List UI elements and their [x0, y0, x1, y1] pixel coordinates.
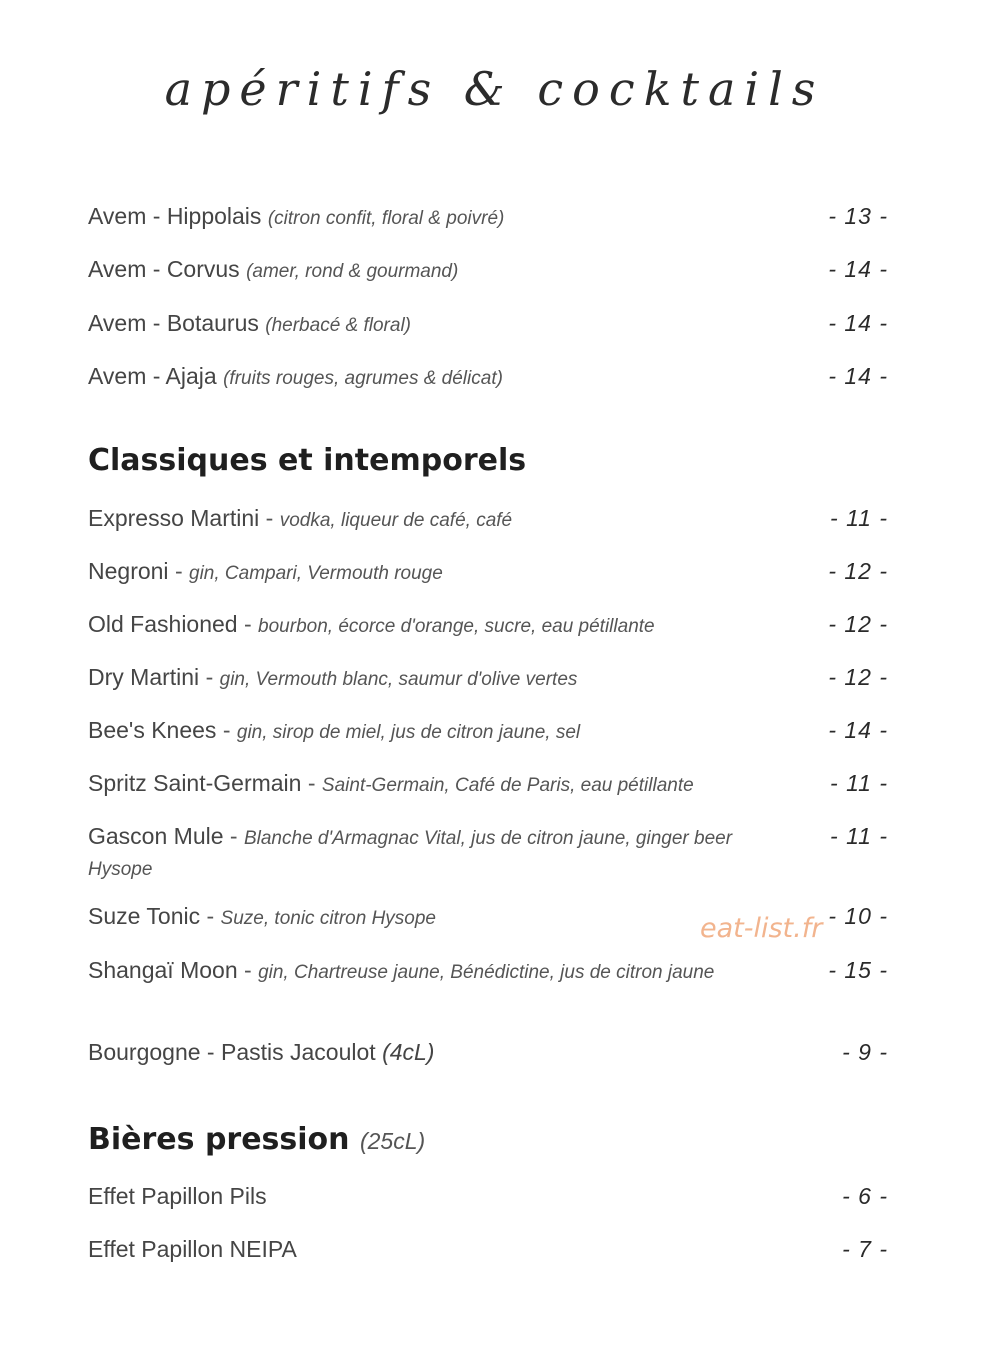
- item-name: Expresso Martini: [88, 505, 260, 531]
- item-price: - 12 -: [828, 664, 888, 690]
- item-description: bourbon, écorce d'orange, sucre, eau pétillante: [258, 616, 655, 637]
- separator: -: [265, 505, 274, 531]
- item-price: - 10 -: [828, 903, 888, 929]
- item-name: Effet Papillon Pils: [88, 1183, 267, 1209]
- separator: -: [307, 770, 316, 796]
- item-description: (fruits rouges, agrumes & délicat): [223, 368, 503, 389]
- item-description: gin, Campari, Vermouth rouge: [189, 563, 443, 584]
- item-volume: (4cL): [382, 1039, 435, 1065]
- item-name: Avem - Corvus: [88, 256, 240, 282]
- item-description: gin, Vermouth blanc, saumur d'olive vertes: [219, 669, 578, 690]
- item-price: - 9 -: [842, 1039, 888, 1065]
- item-price: - 11 -: [830, 505, 888, 531]
- section-title-classiques: Classiques et intemporels: [88, 443, 527, 478]
- item-price: - 6 -: [842, 1183, 888, 1209]
- separator: -: [174, 558, 183, 584]
- section-subtitle: (25cL): [359, 1128, 426, 1154]
- separator: -: [244, 957, 252, 983]
- item-name: Suze Tonic: [88, 903, 201, 929]
- separator: -: [222, 717, 231, 743]
- item-name: Gascon Mule: [88, 823, 224, 849]
- item-price: - 11 -: [830, 823, 888, 849]
- item-description: Blanche d'Armagnac Vital, jus de citron jaune, ginger beer Hysope: [88, 828, 733, 880]
- item-name: Shangaï Moon: [88, 957, 238, 983]
- item-description: (herbacé & floral): [265, 315, 411, 336]
- item-price: - 12 -: [828, 558, 888, 584]
- item-description: vodka, liqueur de café, café: [279, 510, 513, 531]
- separator: -: [243, 611, 252, 637]
- separator: -: [229, 823, 238, 849]
- item-description: gin, sirop de miel, jus de citron jaune, sel: [236, 722, 581, 743]
- item-name: Dry Martini: [88, 664, 200, 690]
- item-description: Suze, tonic citron Hysope: [220, 908, 436, 929]
- item-price: - 13 -: [828, 203, 888, 229]
- item-name: Effet Papillon NEIPA: [88, 1236, 297, 1262]
- separator: -: [205, 664, 214, 690]
- item-name: Bourgogne - Pastis Jacoulot: [88, 1039, 376, 1065]
- item-description: (citron confit, floral & poivré): [267, 208, 505, 229]
- item-description: (amer, rond & gourmand): [246, 261, 459, 282]
- item-name: Negroni: [88, 558, 169, 584]
- item-price: - 14 -: [828, 363, 888, 389]
- item-description: gin, Chartreuse jaune, Bénédictine, jus de citron jaune: [258, 962, 715, 983]
- section-title-text: Bières pression: [88, 1122, 350, 1157]
- item-name: Old Fashioned: [88, 611, 238, 637]
- item-price: - 14 -: [828, 717, 888, 743]
- item-price: - 14 -: [828, 310, 888, 336]
- item-price: - 15 -: [828, 957, 888, 983]
- separator: -: [206, 903, 215, 929]
- item-price: - 12 -: [828, 611, 888, 637]
- item-name: Avem - Botaurus: [88, 310, 259, 336]
- page-title: apéritifs & cocktails: [164, 62, 825, 116]
- item-name: Avem - Ajaja: [88, 363, 217, 389]
- item-name: Bee's Knees: [88, 717, 217, 743]
- item-price: - 11 -: [830, 770, 888, 796]
- section-title-bieres: [88, 1122, 425, 1157]
- item-name: Avem - Hippolais: [88, 203, 262, 229]
- item-price: - 7 -: [842, 1236, 888, 1262]
- item-description: Saint-Germain, Café de Paris, eau pétillante: [321, 775, 694, 796]
- item-name: Spritz Saint-Germain: [88, 770, 302, 796]
- item-price: - 14 -: [828, 256, 888, 282]
- watermark: eat-list.fr: [700, 913, 823, 944]
